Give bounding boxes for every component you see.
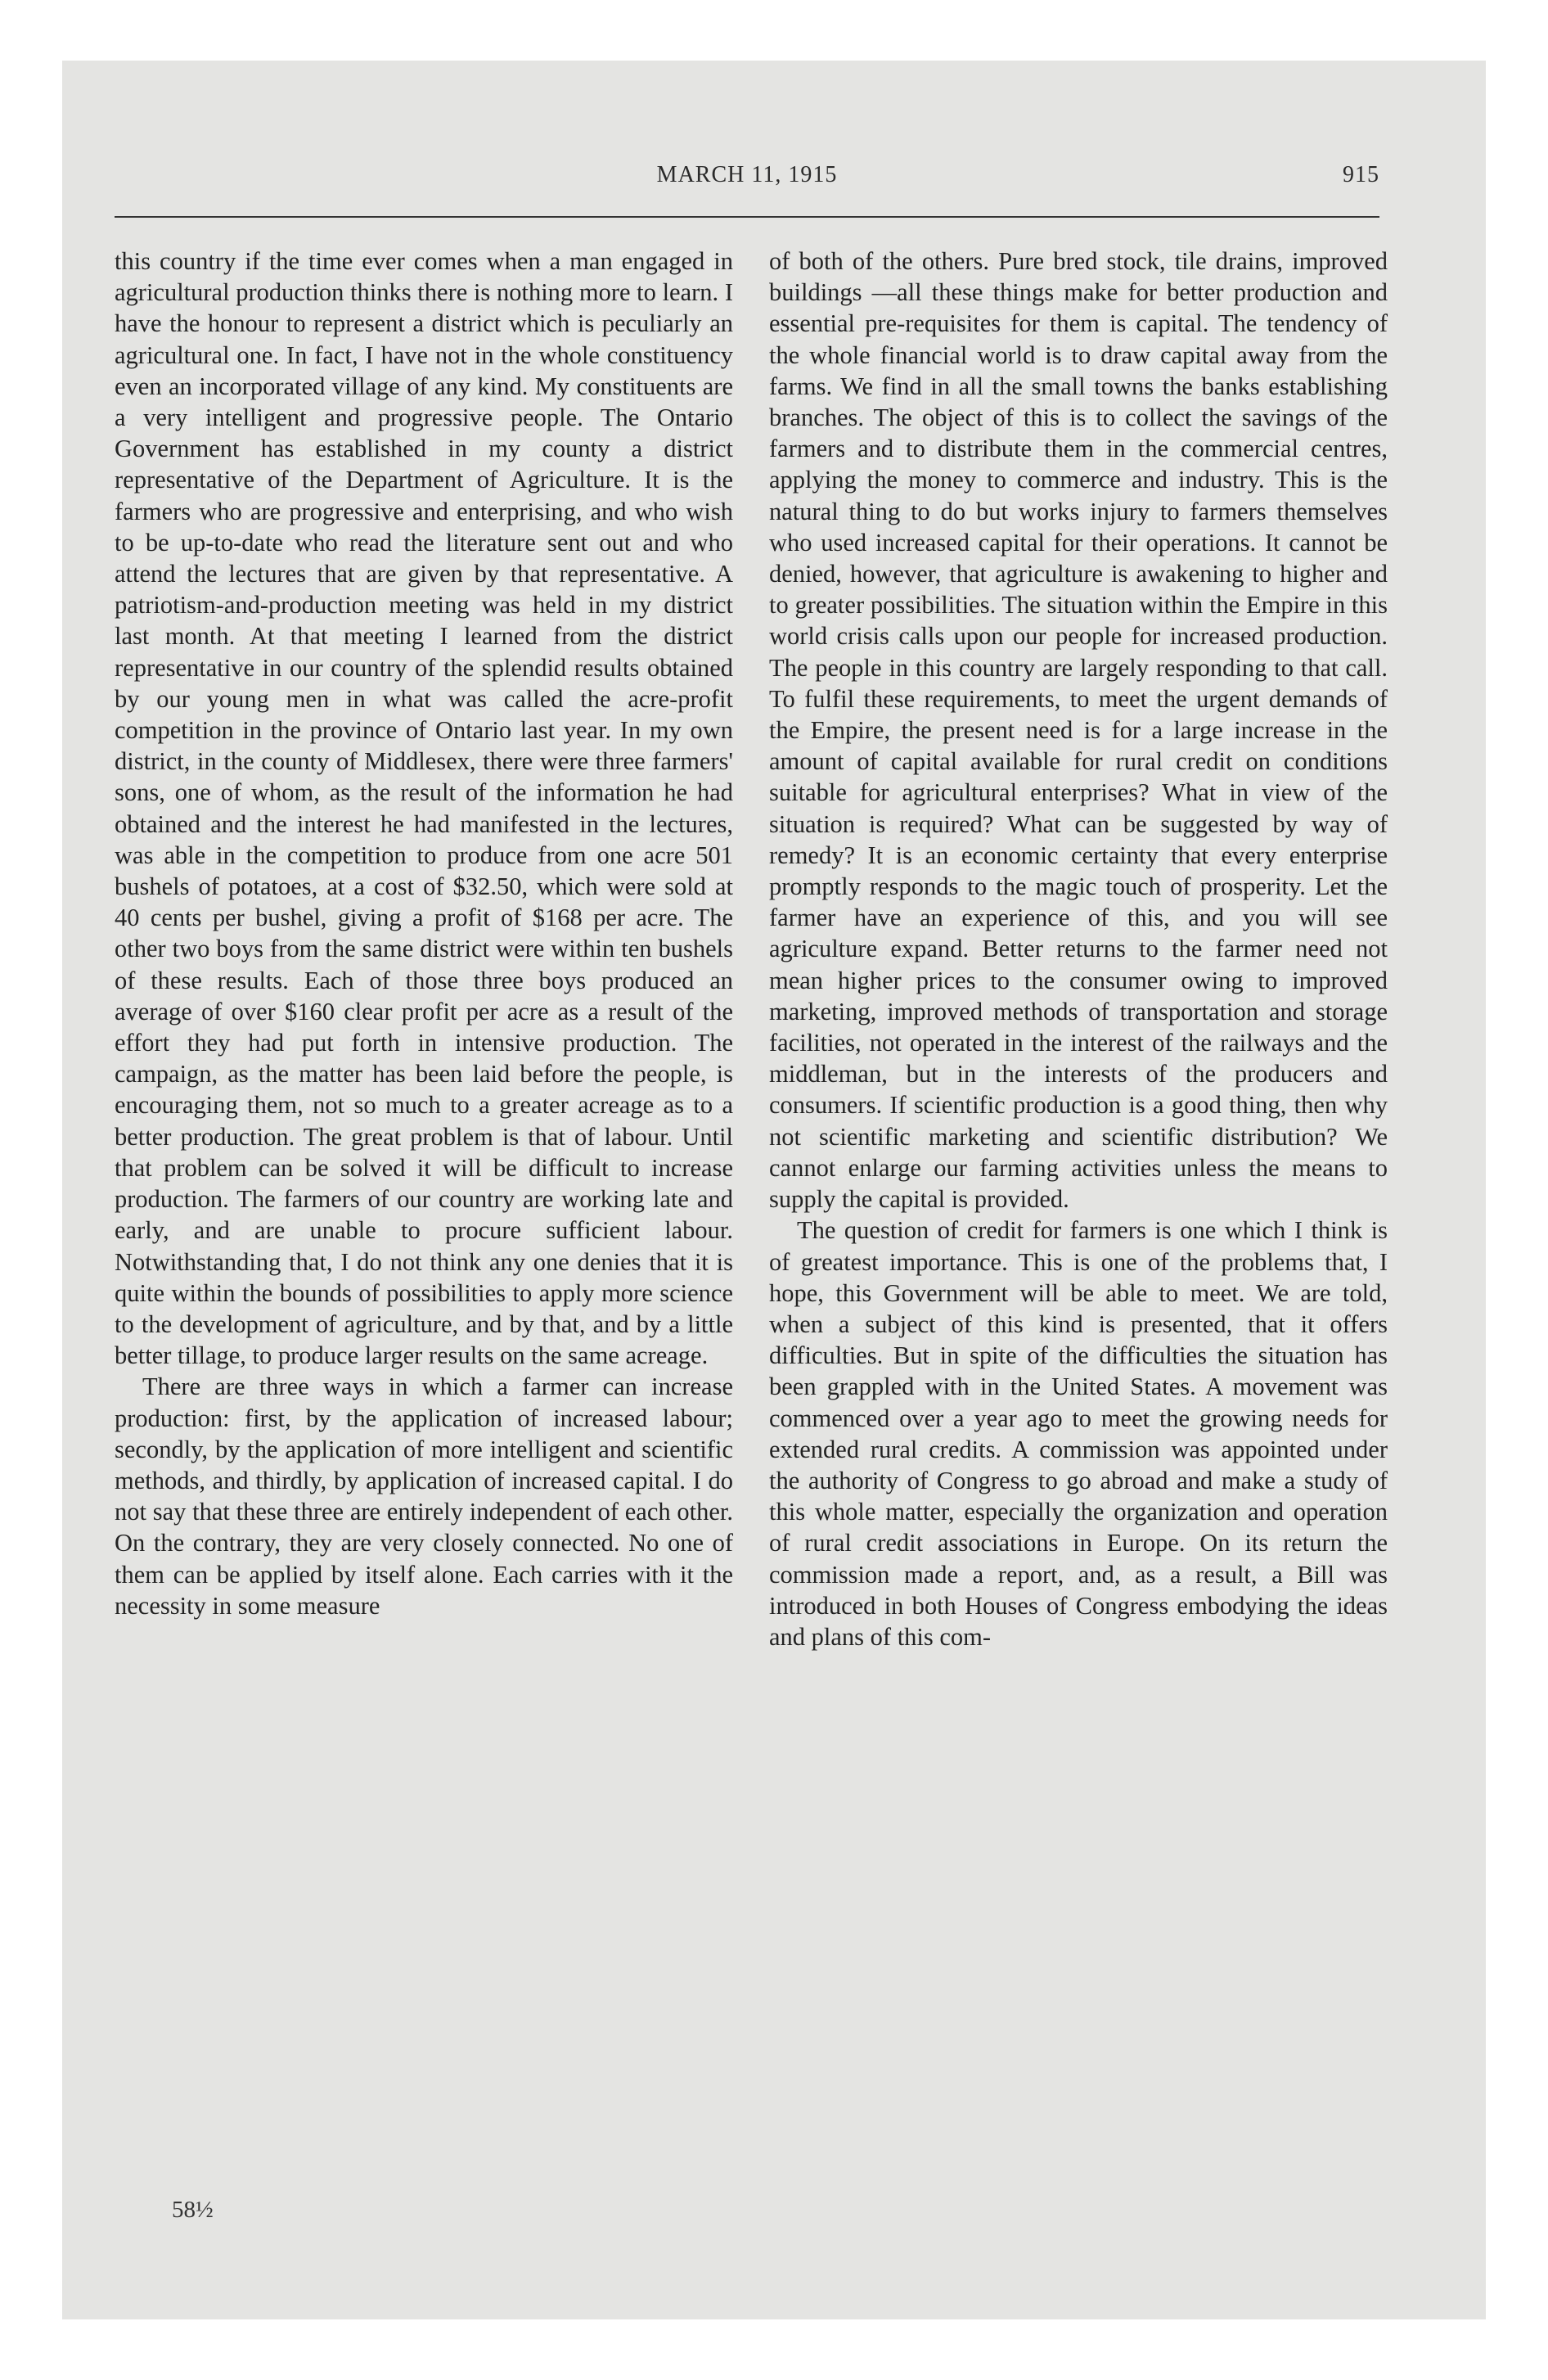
- left-paragraph-2: There are three ways in which a farmer can increase production: first, by the application of increased labour; secondly, by the application of more intelligent and scientific methods, and thirdly, by application of increased capital. I do not say that these three are entirely independent of each other. On the contrary, they are very closely connected. No one of them can be applied by itself alone. Each carries with it the necessity in some measure: [115, 1373, 733, 1620]
- signature-mark: 58½: [172, 2197, 214, 2223]
- page-header: [115, 162, 1379, 195]
- right-paragraph-2: The question of credit for farmers is one which I think is of greatest importance. This is one of the problems that, I hope, this Government will be able to meet. We are told, when a subject of this kind is presented, that it offers difficulties. But in spite of the difficulties the situation has been grappled with in the United States. A movement was commenced over a year ago to meet the growing needs for extended rural credits. A commission was appointed under the authority of Congress to go abroad and make a study of this whole matter, especially the organization and operation of rural credit associations in Europe. On its return the commission made a report, and, as a result, a Bill was introduced in both Houses of Congress embodying the ideas and plans of this com-: [769, 1216, 1388, 1651]
- header-date: MARCH 11, 1915: [656, 162, 838, 187]
- right-paragraph-1: of both of the others. Pure bred stock, tile drains, improved buildings —all these things make for better production and essential pre-requisites for them is capital. The tendency of the whole financial world is to draw capital away from the farms. We find in all the small towns the banks establishing branches. The object of this is to collect the savings of the farmers and to distribute them in the commercial centres, applying the money to commerce and industry. This is the natural thing to do but works injury to farmers themselves who used increased capital for their operations. It cannot be denied, however, that agriculture is awakening to higher and to greater possibilities. The situation within the Empire in this world crisis calls upon our people for increased production. The people in this country are largely responding to that call. To fulfil these requirements, to meet the urgent demands of the Empire, the present need is for a large increase in the amount of capital available for rural credit on conditions suitable for agricultural enterprises? What in view of the situation is required? What can be suggested by way of remedy? It is an economic certainty that every enterprise promptly responds to the magic touch of prosperity. Let the farmer have an experience of this, and you will see agriculture expand. Better returns to the farmer need not mean higher prices to the consumer owing to improved marketing, improved methods of transportation and storage facilities, not operated in the interest of the railways and the middleman, but in the interests of the producers and consumers. If scientific production is a good thing, then why not scientific marketing and scientific distribution? We cannot enlarge our farming activities unless the means to supply the capital is provided.: [769, 247, 1388, 1214]
- page-number: 915: [1343, 162, 1379, 187]
- left-column: [115, 246, 733, 1621]
- header-rule: [115, 216, 1379, 218]
- right-column: [769, 246, 1388, 1652]
- left-paragraph-1: this country if the time ever comes when a man engaged in agricultural production thinks there is nothing more to learn. I have the honour to represent a district which is peculiarly an agricultural one. In fact, I have not in the whole constituency even an incorporated village of any kind. My constituents are a very intelligent and progressive people. The Ontario Government has established in my county a district representative of the Department of Agriculture. It is the farmers who are progressive and enterprising, and who wish to be up-to-date who read the literature sent out and who attend the lectures that are given by that representative. A patriotism-and-production meeting was held in my district last month. At that meeting I learned from the district representative in our country of the splendid results obtained by our young men in what was called the acre-profit competition in the province of Ontario last year. In my own district, in the county of Middlesex, there were three farmers' sons, one of whom, as the result of the information he had obtained and the interest he had manifested in the lectures, was able in the competition to produce from one acre 501 bushels of potatoes, at a cost of $32.50, which were sold at 40 cents per bushel, giving a profit of $168 per acre. The other two boys from the same district were within ten bushels of these results. Each of those three boys produced an average of over $160 clear profit per acre as a result of the effort they had put forth in intensive production. The campaign, as the matter has been laid before the people, is encouraging them, not so much to a greater acreage as to a better production. The great problem is that of labour. Until that problem can be solved it will be difficult to increase production. The farmers of our country are working late and early, and are unable to procure sufficient labour. Notwithstanding that, I do not think any one denies that it is quite within the bounds of possibilities to apply more science to the development of agriculture, and by that, and by a little better tillage, to produce larger results on the same acreage.: [115, 247, 733, 1370]
